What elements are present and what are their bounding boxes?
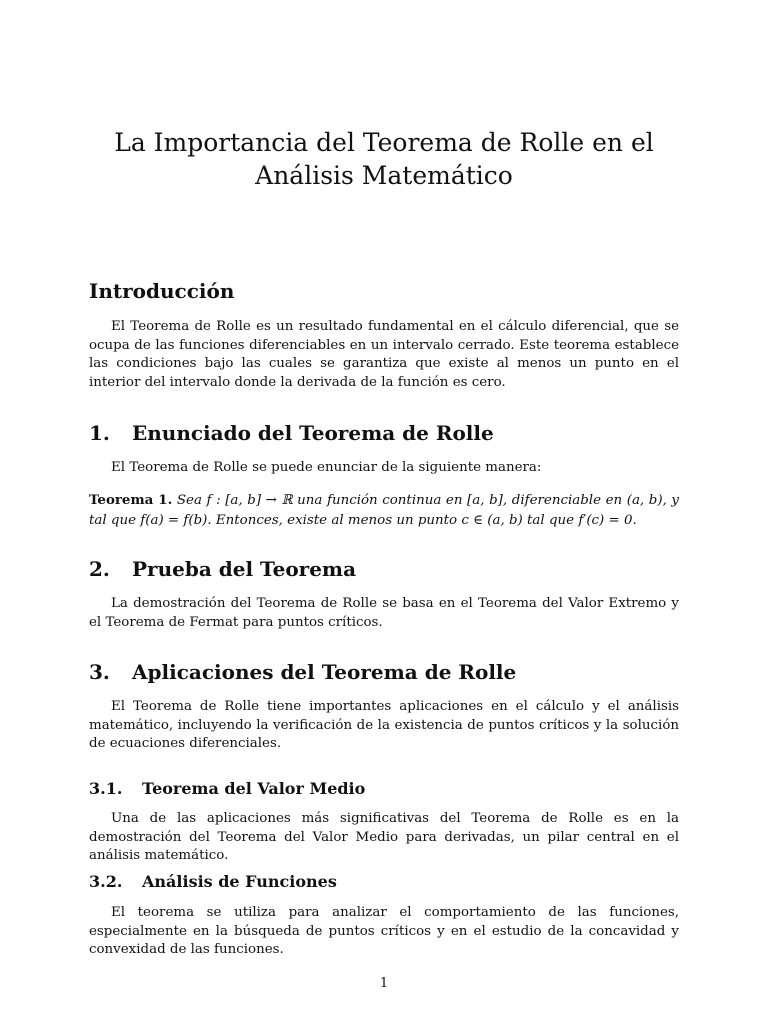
section-3-heading — [89, 660, 516, 684]
section-number: 2. — [89, 557, 110, 581]
subsection-3-1-paragraph: Una de las aplicaciones más significativas del Teorema de Rolle es en la demostración del Teorema del Valor Medio para derivadas, un pilar central en el análisis matemático. — [89, 811, 679, 863]
section-3-paragraph: El Teorema de Rolle tiene importantes aplicaciones en el cálculo y el análisis matemático, incluyendo la verificación de la existencia de puntos críticos y la solución de ecuaciones diferenciales. — [89, 699, 679, 751]
section-title: Aplicaciones del Teorema de Rolle — [132, 660, 517, 684]
section-title: Enunciado del Teorema de Rolle — [132, 421, 494, 445]
section-2-paragraph: La demostración del Teorema de Rolle se basa en el Teorema del Valor Extremo y el Teorema de Fermat para puntos críticos. — [89, 596, 679, 630]
introduction-paragraph: El Teorema de Rolle es un resultado fundamental en el cálculo diferencial, que se ocupa de las funciones diferenciables en un intervalo cerrado. Este teorema establece las condiciones bajo las cuales se garantiza que existe al menos un punto en el interior del intervalo donde la derivada de la función es cero. — [89, 319, 679, 390]
document-title: La Importancia del Teorema de Rolle en el Análisis Matemático — [114, 128, 654, 190]
subsection-3-1-heading — [89, 779, 365, 798]
theorem-statement: Sea f : [a, b] → ℝ una función continua en [a, b], diferenciable en (a, b), y tal que f(a) = f(b). Entonces, existe al menos un punto c ∈ (a, b) tal que f′(c) = 0. — [89, 493, 679, 528]
subsection-number: 3.1. — [89, 779, 123, 798]
subsection-title: Análisis de Funciones — [142, 872, 337, 891]
subsection-3-2-heading — [89, 872, 337, 891]
introduction-heading: Introducción — [89, 279, 235, 303]
theorem-block — [89, 490, 679, 531]
section-1-paragraph: El Teorema de Rolle se puede enunciar de la siguiente manera: — [111, 460, 542, 475]
subsection-3-2-paragraph: El teorema se utiliza para analizar el comportamiento de las funciones, especialmente en la búsqueda de puntos críticos y en el estudio de la concavidad y convexidad de las funciones. — [89, 905, 679, 957]
section-number: 3. — [89, 660, 110, 684]
section-number: 1. — [89, 421, 110, 445]
theorem-label: Teorema 1. — [89, 492, 173, 508]
page-number: 1 — [379, 976, 389, 991]
section-1-heading — [89, 421, 494, 445]
subsection-title: Teorema del Valor Medio — [142, 779, 366, 798]
section-2-heading — [89, 557, 356, 581]
section-title: Prueba del Teorema — [132, 557, 357, 581]
subsection-number: 3.2. — [89, 872, 123, 891]
